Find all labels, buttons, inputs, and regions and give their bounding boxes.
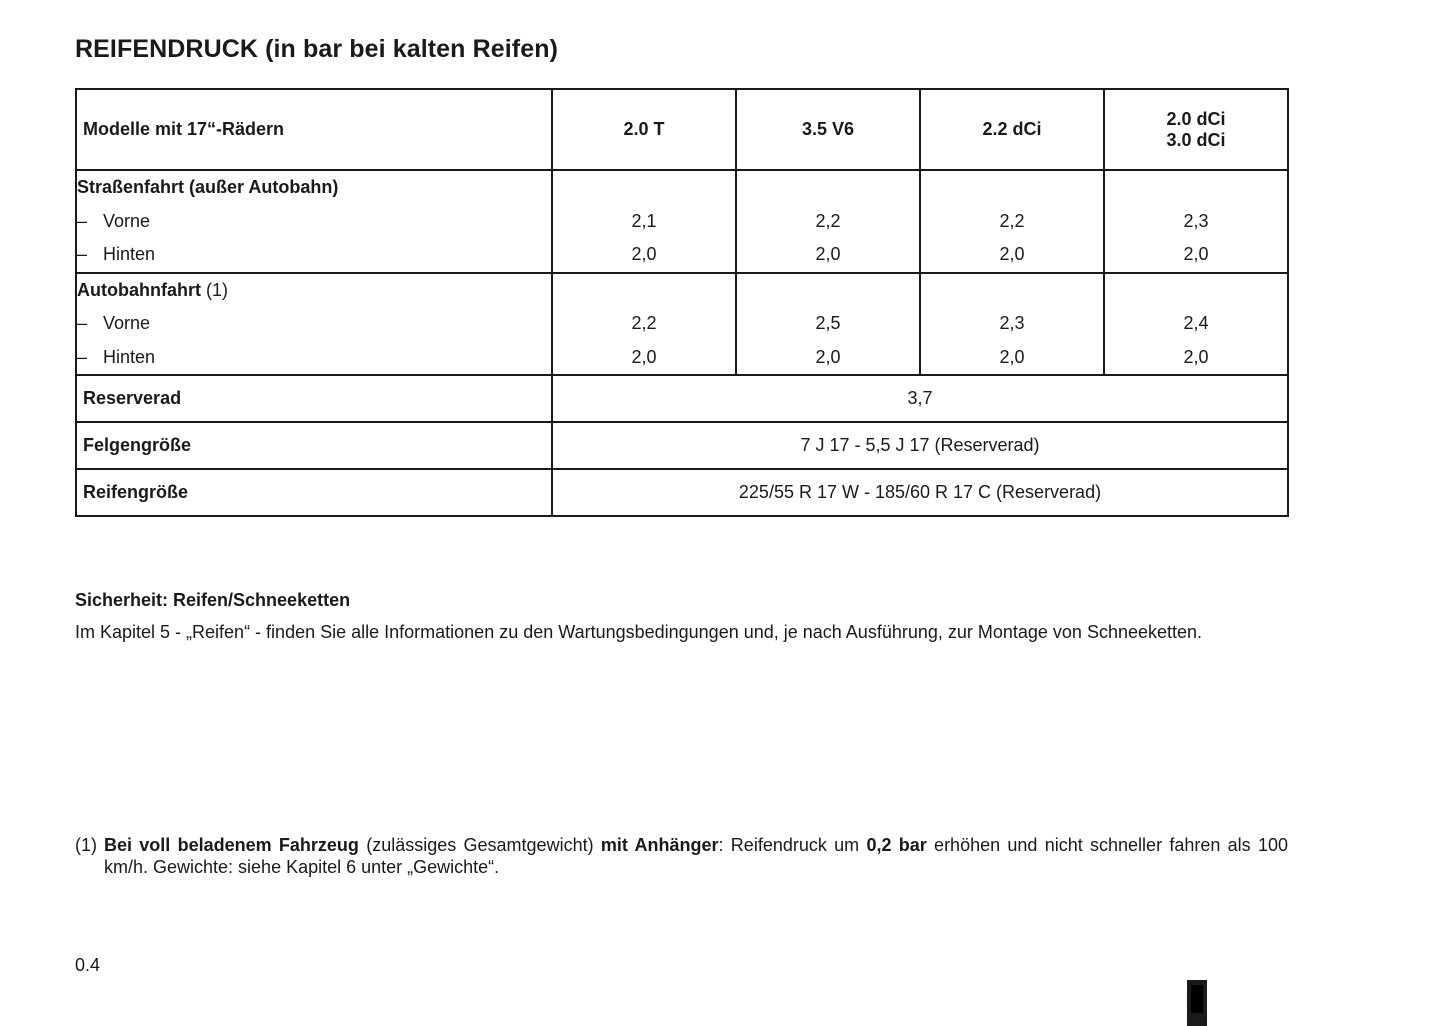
highway-rear-value: 2,0 bbox=[1183, 346, 1209, 367]
road-rear-value: 2,0 bbox=[815, 244, 841, 264]
tyre-size-label: Reifengröße bbox=[76, 469, 552, 516]
road-rear-value: 2,0 bbox=[999, 244, 1025, 264]
tyre-size-row bbox=[76, 469, 1288, 516]
highway-front-value: 2,5 bbox=[815, 313, 841, 333]
highway-section-title: Autobahnfahrt (1) bbox=[77, 279, 228, 300]
road-front-value: 2,3 bbox=[1183, 210, 1209, 231]
rim-size-value: 7 J 17 - 5,5 J 17 (Reserverad) bbox=[552, 422, 1288, 469]
safety-text: Im Kapitel 5 - „Reifen“ - finden Sie alle Informationen zu den Wartungsbedingungen und, je nach Ausführung, zur Montage von Schneeketten. bbox=[75, 622, 1203, 642]
page-number: 0.4 bbox=[75, 955, 101, 975]
chapter-tab-marker bbox=[1187, 980, 1207, 1026]
road-rear-row-label: – Hinten bbox=[77, 244, 156, 264]
highway-front-value: 2,2 bbox=[631, 313, 657, 333]
tyre-size-value: 225/55 R 17 W - 185/60 R 17 C (Reserverad) bbox=[552, 469, 1288, 516]
page-title: REIFENDRUCK (in bar bei kalten Reifen) bbox=[75, 35, 559, 63]
highway-rear-value: 2,0 bbox=[815, 346, 841, 367]
highway-cell-2-0-3-0-dci bbox=[1104, 273, 1288, 376]
road-section-row bbox=[76, 170, 1288, 273]
highway-section-row bbox=[76, 273, 1288, 376]
highway-cell-2-2-dci bbox=[920, 273, 1104, 376]
header-model-2-0-t: 2.0 T bbox=[552, 89, 736, 170]
road-cell-3-5-v6 bbox=[736, 170, 920, 273]
rim-size-row bbox=[76, 422, 1288, 469]
rim-size-label: Felgengröße bbox=[76, 422, 552, 469]
highway-rear-row-label: – Hinten bbox=[77, 346, 156, 367]
road-front-value: 2,2 bbox=[999, 210, 1025, 231]
highway-front-value: 2,3 bbox=[999, 313, 1025, 333]
highway-labels bbox=[76, 273, 552, 376]
highway-cell-2-0-t bbox=[552, 273, 736, 376]
road-rear-value: 2,0 bbox=[631, 244, 657, 264]
highway-cell-3-5-v6 bbox=[736, 273, 920, 376]
header-models-label: Modelle mit 17“-Rädern bbox=[76, 89, 552, 170]
table-header-row bbox=[76, 89, 1288, 170]
highway-rear-value: 2,0 bbox=[999, 346, 1025, 367]
road-cell-2-0-3-0-dci bbox=[1104, 170, 1288, 273]
road-labels bbox=[76, 170, 552, 273]
spare-wheel-row bbox=[76, 375, 1288, 422]
header-model-2-0-3-0-dci bbox=[1104, 89, 1288, 170]
header-model-2-2-dci: 2.2 dCi bbox=[920, 89, 1104, 170]
spare-wheel-label: Reserverad bbox=[76, 375, 552, 422]
road-front-value: 2,2 bbox=[815, 210, 841, 231]
header-model-3-0-dci: 3.0 dCi bbox=[1166, 129, 1226, 150]
header-model-2-0-dci: 2.0 dCi bbox=[1166, 108, 1226, 129]
spare-wheel-value: 3,7 bbox=[552, 375, 1288, 422]
road-cell-2-0-t bbox=[552, 170, 736, 273]
header-model-3-5-v6: 3.5 V6 bbox=[736, 89, 920, 170]
safety-heading: Sicherheit: Reifen/Schneeketten bbox=[75, 590, 351, 610]
footnote-ref: (1) bbox=[206, 279, 228, 300]
road-front-row-label: – Vorne bbox=[77, 210, 151, 231]
tire-pressure-table bbox=[75, 88, 1289, 517]
footnote bbox=[75, 834, 1288, 878]
highway-front-row-label: – Vorne bbox=[77, 313, 151, 333]
highway-rear-value: 2,0 bbox=[631, 346, 657, 367]
road-front-value: 2,1 bbox=[631, 210, 657, 231]
road-rear-value: 2,0 bbox=[1183, 244, 1209, 264]
road-cell-2-2-dci bbox=[920, 170, 1104, 273]
highway-front-value: 2,4 bbox=[1183, 313, 1209, 333]
road-section-title: Straßenfahrt (außer Autobahn) bbox=[77, 177, 339, 197]
footnote-text: Bei voll beladenem Fahrzeug (zulässiges Gesamtgewicht) mit Anhänger: Reifendruck um 0,2 bar erhöhen und nicht schneller fahren als 100 km/h. Gewichte: siehe Kapitel 6 unter „Gewichte“. bbox=[104, 835, 1289, 877]
footnote-number: (1) bbox=[75, 835, 97, 855]
